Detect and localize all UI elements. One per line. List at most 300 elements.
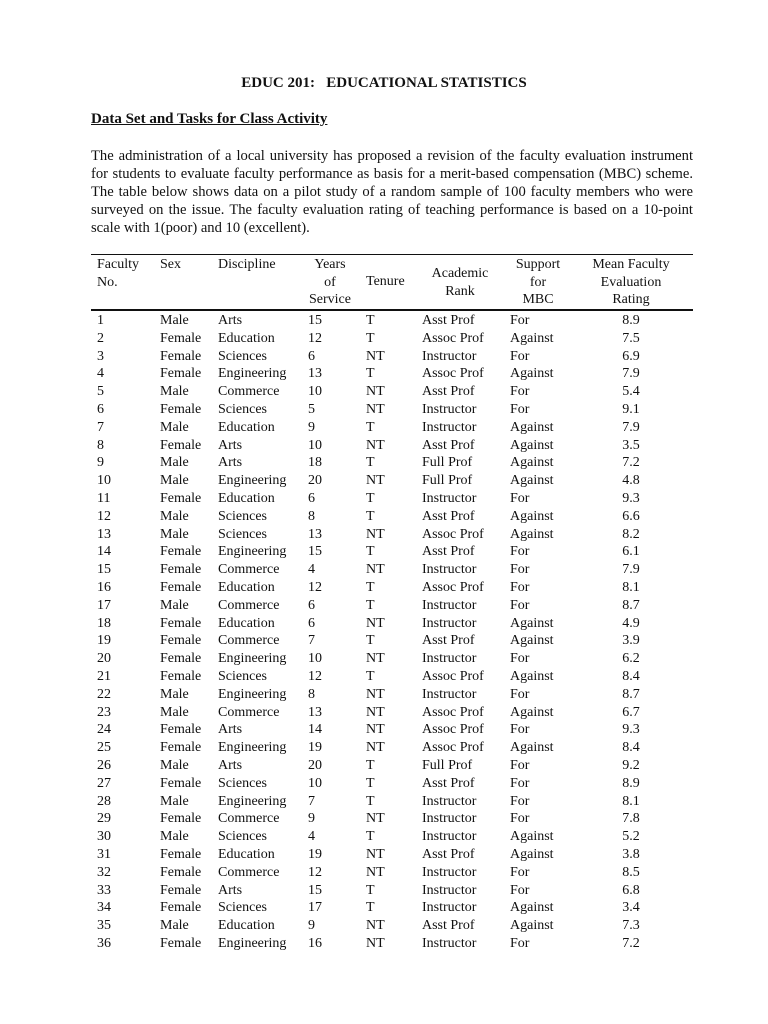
years-of-service-cell: 18 xyxy=(308,455,322,471)
discipline-cell: Arts xyxy=(218,757,243,773)
support-for-mbc-cell: Against xyxy=(510,740,554,756)
header-sex: Sex xyxy=(160,257,181,272)
years-of-service-cell: 10 xyxy=(308,775,322,791)
sex-cell: Female xyxy=(160,437,202,453)
support-for-mbc-cell: For xyxy=(510,722,530,738)
table-row xyxy=(0,757,768,775)
years-of-service-cell: 15 xyxy=(308,313,322,328)
support-for-mbc-cell: Against xyxy=(510,473,554,489)
discipline-cell: Sciences xyxy=(218,401,267,417)
header-support-for-mbc: Support for MBC xyxy=(515,257,561,307)
header-mean-rating: Mean Faculty Evaluation Rating xyxy=(592,257,670,307)
tenure-cell: T xyxy=(366,508,375,524)
header-discipline: Discipline xyxy=(218,257,276,272)
mean-rating-cell: 8.1 xyxy=(622,793,640,809)
discipline-cell: Commerce xyxy=(218,597,280,613)
faculty-no-cell: 14 xyxy=(97,544,111,560)
faculty-no-cell: 26 xyxy=(97,757,111,773)
tenure-cell: T xyxy=(366,882,375,898)
faculty-no-cell: 27 xyxy=(97,775,111,791)
academic-rank-cell: Instructor xyxy=(422,811,477,827)
years-of-service-cell: 13 xyxy=(308,526,322,542)
table-row xyxy=(0,437,768,455)
table-row xyxy=(0,793,768,811)
mean-rating-cell: 7.2 xyxy=(622,455,640,471)
table-row xyxy=(0,597,768,615)
support-for-mbc-cell: For xyxy=(510,348,530,364)
academic-rank-cell: Instructor xyxy=(422,882,477,898)
table-row xyxy=(0,312,768,330)
support-for-mbc-cell: Against xyxy=(510,668,554,684)
faculty-no-cell: 5 xyxy=(97,384,104,400)
mean-rating-cell: 6.6 xyxy=(622,508,640,524)
tenure-cell: NT xyxy=(366,740,385,756)
academic-rank-cell: Asst Prof xyxy=(422,846,475,862)
tenure-cell: T xyxy=(366,597,375,613)
table-row xyxy=(0,490,768,508)
table-row xyxy=(0,775,768,793)
mean-rating-cell: 9.3 xyxy=(622,722,640,738)
sex-cell: Female xyxy=(160,722,202,738)
tenure-cell: T xyxy=(366,544,375,560)
tenure-cell: NT xyxy=(366,918,385,934)
academic-rank-cell: Instructor xyxy=(422,597,477,613)
tenure-cell: T xyxy=(366,313,375,328)
academic-rank-cell: Asst Prof xyxy=(422,775,475,791)
sex-cell: Female xyxy=(160,900,202,916)
discipline-cell: Education xyxy=(218,846,275,862)
faculty-no-cell: 29 xyxy=(97,811,111,827)
sex-cell: Female xyxy=(160,668,202,684)
discipline-cell: Education xyxy=(218,615,275,631)
table-row xyxy=(0,401,768,419)
academic-rank-cell: Instructor xyxy=(422,686,477,702)
support-for-mbc-cell: Against xyxy=(510,633,554,649)
discipline-cell: Engineering xyxy=(218,935,287,951)
tenure-cell: T xyxy=(366,900,375,916)
mean-rating-cell: 9.1 xyxy=(622,401,640,417)
academic-rank-cell: Instructor xyxy=(422,562,477,578)
mean-rating-cell: 3.8 xyxy=(622,846,640,862)
support-for-mbc-cell: For xyxy=(510,864,530,880)
tenure-cell: T xyxy=(366,775,375,791)
faculty-no-cell: 6 xyxy=(97,401,104,417)
sex-cell: Female xyxy=(160,775,202,791)
mean-rating-cell: 6.8 xyxy=(622,882,640,898)
support-for-mbc-cell: Against xyxy=(510,508,554,524)
years-of-service-cell: 17 xyxy=(308,900,322,916)
faculty-no-cell: 18 xyxy=(97,615,111,631)
table-row xyxy=(0,704,768,722)
support-for-mbc-cell: For xyxy=(510,313,530,328)
table-row xyxy=(0,668,768,686)
header-faculty-no: Faculty No. xyxy=(97,257,139,290)
faculty-no-cell: 8 xyxy=(97,437,104,453)
academic-rank-cell: Asst Prof xyxy=(422,437,475,453)
support-for-mbc-cell: For xyxy=(510,793,530,809)
years-of-service-cell: 4 xyxy=(308,829,315,845)
table-row xyxy=(0,864,768,882)
discipline-cell: Arts xyxy=(218,313,243,328)
mean-rating-cell: 8.9 xyxy=(622,775,640,791)
discipline-cell: Engineering xyxy=(218,544,287,560)
table-row xyxy=(0,579,768,597)
support-for-mbc-cell: Against xyxy=(510,900,554,916)
sex-cell: Female xyxy=(160,740,202,756)
support-for-mbc-cell: Against xyxy=(510,846,554,862)
tenure-cell: NT xyxy=(366,935,385,951)
discipline-cell: Education xyxy=(218,579,275,595)
support-for-mbc-cell: Against xyxy=(510,526,554,542)
support-for-mbc-cell: For xyxy=(510,384,530,400)
tenure-cell: NT xyxy=(366,846,385,862)
faculty-no-cell: 3 xyxy=(97,348,104,364)
tenure-cell: NT xyxy=(366,526,385,542)
years-of-service-cell: 14 xyxy=(308,722,322,738)
mean-rating-cell: 6.9 xyxy=(622,348,640,364)
discipline-cell: Sciences xyxy=(218,900,267,916)
document-title: EDUC 201: EDUCATIONAL STATISTICS xyxy=(241,75,527,91)
years-of-service-cell: 13 xyxy=(308,704,322,720)
sex-cell: Female xyxy=(160,633,202,649)
mean-rating-cell: 6.2 xyxy=(622,651,640,667)
academic-rank-cell: Assoc Prof xyxy=(422,526,484,542)
table-row xyxy=(0,330,768,348)
table-row xyxy=(0,828,768,846)
discipline-cell: Commerce xyxy=(218,633,280,649)
faculty-no-cell: 7 xyxy=(97,419,104,435)
faculty-no-cell: 2 xyxy=(97,330,104,346)
years-of-service-cell: 12 xyxy=(308,330,322,346)
sex-cell: Female xyxy=(160,490,202,506)
years-of-service-cell: 12 xyxy=(308,668,322,684)
table-row xyxy=(0,899,768,917)
sex-cell: Female xyxy=(160,846,202,862)
years-of-service-cell: 9 xyxy=(308,811,315,827)
support-for-mbc-cell: Against xyxy=(510,330,554,346)
support-for-mbc-cell: Against xyxy=(510,829,554,845)
faculty-no-cell: 31 xyxy=(97,846,111,862)
sex-cell: Female xyxy=(160,935,202,951)
faculty-no-cell: 23 xyxy=(97,704,111,720)
faculty-no-cell: 24 xyxy=(97,722,111,738)
faculty-no-cell: 21 xyxy=(97,668,111,684)
sex-cell: Female xyxy=(160,401,202,417)
tenure-cell: NT xyxy=(366,651,385,667)
discipline-cell: Sciences xyxy=(218,829,267,845)
mean-rating-cell: 9.2 xyxy=(622,757,640,773)
years-of-service-cell: 20 xyxy=(308,473,322,489)
discipline-cell: Commerce xyxy=(218,562,280,578)
sex-cell: Male xyxy=(160,918,189,934)
tenure-cell: T xyxy=(366,419,375,435)
years-of-service-cell: 9 xyxy=(308,918,315,934)
years-of-service-cell: 8 xyxy=(308,508,315,524)
faculty-no-cell: 9 xyxy=(97,455,104,471)
discipline-cell: Commerce xyxy=(218,384,280,400)
mean-rating-cell: 8.2 xyxy=(622,526,640,542)
mean-rating-cell: 7.9 xyxy=(622,562,640,578)
table-row xyxy=(0,686,768,704)
academic-rank-cell: Instructor xyxy=(422,651,477,667)
sex-cell: Female xyxy=(160,882,202,898)
years-of-service-cell: 20 xyxy=(308,757,322,773)
mean-rating-cell: 8.4 xyxy=(622,668,640,684)
support-for-mbc-cell: For xyxy=(510,811,530,827)
academic-rank-cell: Asst Prof xyxy=(422,633,475,649)
faculty-no-cell: 22 xyxy=(97,686,111,702)
support-for-mbc-cell: Against xyxy=(510,455,554,471)
mean-rating-cell: 8.7 xyxy=(622,597,640,613)
mean-rating-cell: 7.2 xyxy=(622,935,640,951)
academic-rank-cell: Instructor xyxy=(422,419,477,435)
academic-rank-cell: Assoc Prof xyxy=(422,330,484,346)
tenure-cell: T xyxy=(366,668,375,684)
mean-rating-cell: 5.2 xyxy=(622,829,640,845)
table-row xyxy=(0,632,768,650)
academic-rank-cell: Instructor xyxy=(422,615,477,631)
faculty-no-cell: 13 xyxy=(97,526,111,542)
mean-rating-cell: 8.1 xyxy=(622,579,640,595)
support-for-mbc-cell: For xyxy=(510,490,530,506)
academic-rank-cell: Assoc Prof xyxy=(422,668,484,684)
academic-rank-cell: Assoc Prof xyxy=(422,579,484,595)
academic-rank-cell: Full Prof xyxy=(422,455,473,471)
table-row xyxy=(0,846,768,864)
sex-cell: Male xyxy=(160,704,189,720)
support-for-mbc-cell: For xyxy=(510,686,530,702)
academic-rank-cell: Instructor xyxy=(422,864,477,880)
academic-rank-cell: Instructor xyxy=(422,348,477,364)
discipline-cell: Sciences xyxy=(218,775,267,791)
years-of-service-cell: 16 xyxy=(308,935,322,951)
years-of-service-cell: 6 xyxy=(308,615,315,631)
sex-cell: Male xyxy=(160,313,189,328)
table-row xyxy=(0,508,768,526)
discipline-cell: Arts xyxy=(218,722,243,738)
table-row xyxy=(0,383,768,401)
academic-rank-cell: Asst Prof xyxy=(422,544,475,560)
table-row xyxy=(0,365,768,383)
faculty-no-cell: 35 xyxy=(97,918,111,934)
discipline-cell: Engineering xyxy=(218,686,287,702)
header-years-of-service: Years of Service xyxy=(309,257,351,307)
sex-cell: Male xyxy=(160,686,189,702)
support-for-mbc-cell: Against xyxy=(510,437,554,453)
academic-rank-cell: Instructor xyxy=(422,490,477,506)
table-row xyxy=(0,615,768,633)
faculty-no-cell: 36 xyxy=(97,935,111,951)
faculty-no-cell: 20 xyxy=(97,651,111,667)
table-body xyxy=(0,312,768,953)
mean-rating-cell: 6.1 xyxy=(622,544,640,560)
sex-cell: Male xyxy=(160,793,189,809)
discipline-cell: Education xyxy=(218,918,275,934)
sex-cell: Female xyxy=(160,615,202,631)
years-of-service-cell: 8 xyxy=(308,686,315,702)
header-tenure: Tenure xyxy=(366,274,405,289)
sex-cell: Female xyxy=(160,330,202,346)
tenure-cell: NT xyxy=(366,437,385,453)
faculty-no-cell: 33 xyxy=(97,882,111,898)
tenure-cell: NT xyxy=(366,401,385,417)
mean-rating-cell: 8.9 xyxy=(622,313,640,328)
discipline-cell: Engineering xyxy=(218,793,287,809)
faculty-no-cell: 4 xyxy=(97,366,104,382)
mean-rating-cell: 7.9 xyxy=(622,366,640,382)
years-of-service-cell: 10 xyxy=(308,384,322,400)
table-row xyxy=(0,739,768,757)
academic-rank-cell: Asst Prof xyxy=(422,508,475,524)
tenure-cell: NT xyxy=(366,811,385,827)
faculty-no-cell: 10 xyxy=(97,473,111,489)
mean-rating-cell: 7.3 xyxy=(622,918,640,934)
years-of-service-cell: 10 xyxy=(308,651,322,667)
faculty-no-cell: 15 xyxy=(97,562,111,578)
support-for-mbc-cell: Against xyxy=(510,615,554,631)
sex-cell: Female xyxy=(160,651,202,667)
faculty-no-cell: 17 xyxy=(97,597,111,613)
years-of-service-cell: 15 xyxy=(308,882,322,898)
faculty-no-cell: 16 xyxy=(97,579,111,595)
table-top-rule xyxy=(91,254,693,255)
years-of-service-cell: 19 xyxy=(308,740,322,756)
years-of-service-cell: 6 xyxy=(308,597,315,613)
years-of-service-cell: 9 xyxy=(308,419,315,435)
years-of-service-cell: 12 xyxy=(308,864,322,880)
sex-cell: Female xyxy=(160,348,202,364)
discipline-cell: Arts xyxy=(218,882,243,898)
sex-cell: Female xyxy=(160,366,202,382)
support-for-mbc-cell: For xyxy=(510,935,530,951)
table-row xyxy=(0,419,768,437)
discipline-cell: Commerce xyxy=(218,811,280,827)
years-of-service-cell: 15 xyxy=(308,544,322,560)
tenure-cell: T xyxy=(366,330,375,346)
tenure-cell: T xyxy=(366,793,375,809)
sex-cell: Male xyxy=(160,526,189,542)
faculty-no-cell: 25 xyxy=(97,740,111,756)
discipline-cell: Education xyxy=(218,490,275,506)
discipline-cell: Arts xyxy=(218,437,243,453)
support-for-mbc-cell: For xyxy=(510,775,530,791)
support-for-mbc-cell: For xyxy=(510,882,530,898)
sex-cell: Male xyxy=(160,419,189,435)
discipline-cell: Sciences xyxy=(218,526,267,542)
academic-rank-cell: Asst Prof xyxy=(422,918,475,934)
mean-rating-cell: 3.4 xyxy=(622,900,640,916)
discipline-cell: Arts xyxy=(218,455,243,471)
mean-rating-cell: 5.4 xyxy=(622,384,640,400)
table-row xyxy=(0,348,768,366)
support-for-mbc-cell: Against xyxy=(510,704,554,720)
faculty-no-cell: 28 xyxy=(97,793,111,809)
discipline-cell: Commerce xyxy=(218,704,280,720)
academic-rank-cell: Asst Prof xyxy=(422,384,475,400)
support-for-mbc-cell: For xyxy=(510,401,530,417)
table-row xyxy=(0,810,768,828)
sex-cell: Male xyxy=(160,829,189,845)
table-row xyxy=(0,561,768,579)
academic-rank-cell: Instructor xyxy=(422,829,477,845)
tenure-cell: T xyxy=(366,757,375,773)
mean-rating-cell: 7.8 xyxy=(622,811,640,827)
years-of-service-cell: 7 xyxy=(308,633,315,649)
mean-rating-cell: 3.5 xyxy=(622,437,640,453)
years-of-service-cell: 6 xyxy=(308,490,315,506)
years-of-service-cell: 10 xyxy=(308,437,322,453)
tenure-cell: NT xyxy=(366,384,385,400)
sex-cell: Female xyxy=(160,562,202,578)
sex-cell: Male xyxy=(160,384,189,400)
faculty-no-cell: 34 xyxy=(97,900,111,916)
academic-rank-cell: Instructor xyxy=(422,900,477,916)
academic-rank-cell: Assoc Prof xyxy=(422,722,484,738)
tenure-cell: T xyxy=(366,633,375,649)
support-for-mbc-cell: For xyxy=(510,651,530,667)
tenure-cell: NT xyxy=(366,864,385,880)
mean-rating-cell: 4.8 xyxy=(622,473,640,489)
table-row xyxy=(0,935,768,953)
sex-cell: Female xyxy=(160,811,202,827)
sex-cell: Male xyxy=(160,757,189,773)
mean-rating-cell: 7.9 xyxy=(622,419,640,435)
faculty-no-cell: 11 xyxy=(97,490,111,506)
table-row xyxy=(0,882,768,900)
years-of-service-cell: 6 xyxy=(308,348,315,364)
discipline-cell: Commerce xyxy=(218,864,280,880)
academic-rank-cell: Assoc Prof xyxy=(422,366,484,382)
faculty-no-cell: 1 xyxy=(97,313,104,328)
mean-rating-cell: 8.5 xyxy=(622,864,640,880)
academic-rank-cell: Asst Prof xyxy=(422,313,475,328)
support-for-mbc-cell: For xyxy=(510,579,530,595)
tenure-cell: NT xyxy=(366,686,385,702)
years-of-service-cell: 12 xyxy=(308,579,322,595)
discipline-cell: Engineering xyxy=(218,651,287,667)
tenure-cell: NT xyxy=(366,473,385,489)
tenure-cell: NT xyxy=(366,615,385,631)
mean-rating-cell: 8.4 xyxy=(622,740,640,756)
discipline-cell: Education xyxy=(218,330,275,346)
table-row xyxy=(0,472,768,490)
support-for-mbc-cell: For xyxy=(510,562,530,578)
faculty-no-cell: 32 xyxy=(97,864,111,880)
tenure-cell: NT xyxy=(366,562,385,578)
faculty-no-cell: 19 xyxy=(97,633,111,649)
sex-cell: Female xyxy=(160,544,202,560)
academic-rank-cell: Instructor xyxy=(422,935,477,951)
years-of-service-cell: 13 xyxy=(308,366,322,382)
intro-paragraph: The administration of a local university has proposed a revision of the faculty evaluation instrument for students to evaluate faculty performance as basis for a merit-based compensation (MBC) scheme. The table below shows data on a pilot study of a random sample of 100 faculty members who were surveyed on the issue. The faculty evaluation rating of teaching performance is based on a 10-point scale with 1(poor) and 10 (excellent). xyxy=(91,148,693,236)
tenure-cell: NT xyxy=(366,348,385,364)
mean-rating-cell: 3.9 xyxy=(622,633,640,649)
mean-rating-cell: 7.5 xyxy=(622,330,640,346)
table-row xyxy=(0,543,768,561)
sex-cell: Male xyxy=(160,508,189,524)
academic-rank-cell: Assoc Prof xyxy=(422,704,484,720)
support-for-mbc-cell: Against xyxy=(510,419,554,435)
discipline-cell: Engineering xyxy=(218,366,287,382)
discipline-cell: Sciences xyxy=(218,348,267,364)
support-for-mbc-cell: Against xyxy=(510,366,554,382)
sex-cell: Male xyxy=(160,455,189,471)
table-row xyxy=(0,650,768,668)
sex-cell: Male xyxy=(160,473,189,489)
mean-rating-cell: 9.3 xyxy=(622,490,640,506)
tenure-cell: NT xyxy=(366,722,385,738)
years-of-service-cell: 5 xyxy=(308,401,315,417)
